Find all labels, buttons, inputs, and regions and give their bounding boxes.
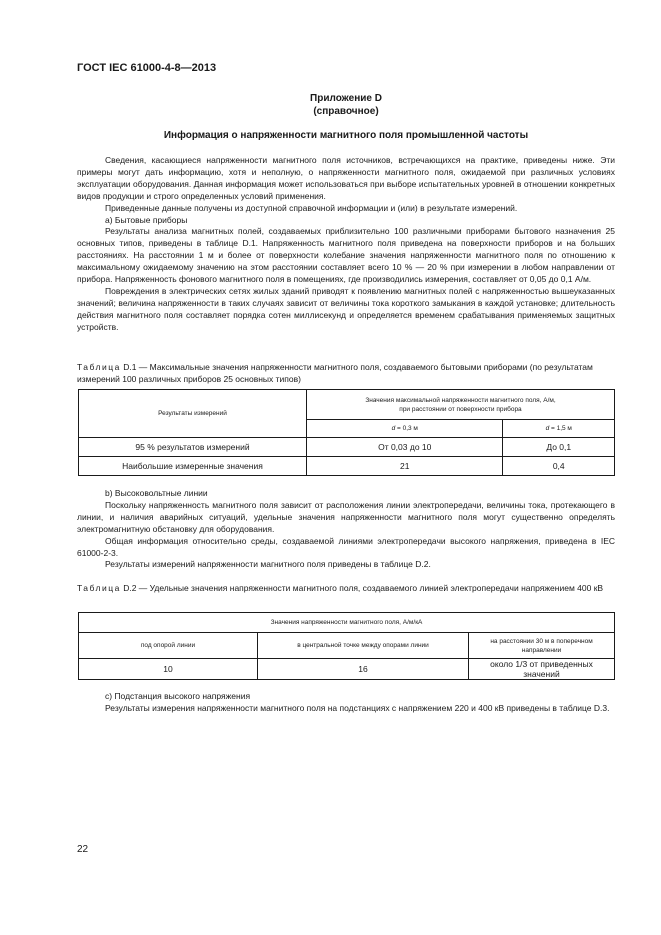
table-cell: 16 bbox=[258, 659, 469, 680]
table2-col-under-support: под опорой линии bbox=[79, 633, 258, 659]
table1-header-results: Результаты измерений bbox=[79, 390, 307, 438]
table-row bbox=[79, 659, 615, 680]
paragraph: Поскольку напряженность магнитного поля зависит от расположения линии электропередачи, величины тока, протекающего в линии, и наличия аварийных ситуаций, удельные значения напряженности магнитного поля могут существенно определять электромагнитную обстановку для оборудования. bbox=[77, 499, 615, 534]
appendix-title: Приложение D bbox=[310, 93, 382, 104]
table-cell: 0,4 bbox=[503, 457, 615, 476]
paragraph: Сведения, касающиеся напряженности магнитного поля источников, встречающихся на практике, приведены ниже. Эти примеры могут дать информацию, хотя и неполную, о напряженности магнитного поля, ожидаемой при различных условиях эксплуатации оборудования. Данная информация может использоваться при выборе испытательных уровней в отношении конкретных видов продукции и строго определенных условий применения. bbox=[77, 155, 615, 201]
table-caption-text: D.1 — Максимальные значения напряженности магнитного поля, создаваемого бытовыми приборами (по результатам измерений 100 различных приборов 25 основных типов) bbox=[77, 362, 593, 384]
appendix-subtitle: (справочное) bbox=[313, 106, 379, 117]
table1-subheader-d1: d = 0,3 м bbox=[307, 420, 503, 438]
subsection-heading: b) Высоковольтные линии bbox=[105, 488, 208, 498]
table2-col-center: в центральной точке между опорами линии bbox=[258, 633, 469, 659]
subsection-heading: а) Бытовые приборы bbox=[105, 214, 188, 225]
table2-caption bbox=[77, 583, 615, 595]
paragraph: Общая информация относительно среды, создаваемой линиями электропередачи высокого напряжения, приведена в IEC 61000-2-3. bbox=[77, 535, 615, 558]
table-cell: Наибольшие измеренные значения bbox=[79, 457, 307, 476]
section-b bbox=[77, 488, 615, 571]
table-cell: 10 bbox=[79, 659, 258, 680]
table1-header-group: Значения максимальной напряженности магнитного поля, А/м, при расстоянии от поверхности прибора bbox=[307, 390, 615, 420]
table1-caption bbox=[77, 362, 615, 385]
paragraph: Результаты измерений напряженности магнитного поля приведены в таблице D.2. bbox=[105, 559, 431, 570]
table-caption-text: D.2 — Удельные значения напряженности магнитного поля, создаваемого линией электропередачи напряжением 400 кВ bbox=[120, 583, 604, 593]
section-c bbox=[77, 691, 615, 715]
paragraph: Результаты анализа магнитных полей, создаваемых приблизительно 100 различными приборами бытового назначения 25 основных типов, приведены в таблице D.1. Напряженность магнитного поля приведена на поверхности приборов и на больших расстояниях. На расстоянии 1 м и более от поверхности колебание значения напряженности магнитного поля по отношению к максимальному ожидаемому значению на этом расстоянии составляет всего 10 % — 20 % при измерении в любом направлении от прибора. Напряженность фонового магнитного поля в помещениях, где производились измерения, составляет от 0,05 до 0,1 А/м. bbox=[77, 226, 615, 285]
table2-header: Значения напряженности магнитного поля, А/м/кА bbox=[79, 613, 615, 633]
page-number: 22 bbox=[77, 844, 89, 855]
subsection-heading: с) Подстанция высокого напряжения bbox=[105, 691, 251, 701]
table-row bbox=[79, 457, 615, 476]
table-cell: 21 bbox=[307, 457, 503, 476]
intro-text bbox=[77, 155, 615, 334]
table1 bbox=[78, 389, 615, 476]
table-cell: около 1/3 от приведенных значений bbox=[469, 659, 615, 680]
main-title: Информация о напряженности магнитного поля промышленной частоты bbox=[163, 130, 529, 141]
paragraph: Результаты измерения напряженности магнитного поля на подстанциях с напряжением 220 и 400 кВ приведены в таблице D.3. bbox=[105, 702, 610, 713]
table-row bbox=[79, 438, 615, 457]
table2-col-30m: на расстоянии 30 м в поперечном направлении bbox=[469, 633, 615, 659]
table-cell: 95 % результатов измерений bbox=[79, 438, 307, 457]
table-label: Таблица bbox=[77, 362, 121, 372]
paragraph: Повреждения в электрических сетях жилых зданий приводят к появлению магнитных полей с напряженностью вышеуказанных значений; величина напряженности в таких случаях зависит от величины тока короткого замыкания в каждой установке; длительность действия магнитного поля составляет порядка сотен миллисекунд и определяется временем срабатывания применяемых защитных устройств. bbox=[77, 285, 615, 332]
table2 bbox=[78, 612, 615, 680]
table-label: Таблица bbox=[77, 583, 121, 593]
paragraph: Приведенные данные получены из доступной справочной информации и (или) в результате измерений. bbox=[105, 202, 518, 213]
table-cell: От 0,03 до 10 bbox=[307, 438, 503, 457]
table1-subheader-d2: d = 1,5 м bbox=[503, 420, 615, 438]
document-id: ГОСТ IEC 61000-4-8—2013 bbox=[77, 62, 217, 74]
table-cell: До 0,1 bbox=[503, 438, 615, 457]
